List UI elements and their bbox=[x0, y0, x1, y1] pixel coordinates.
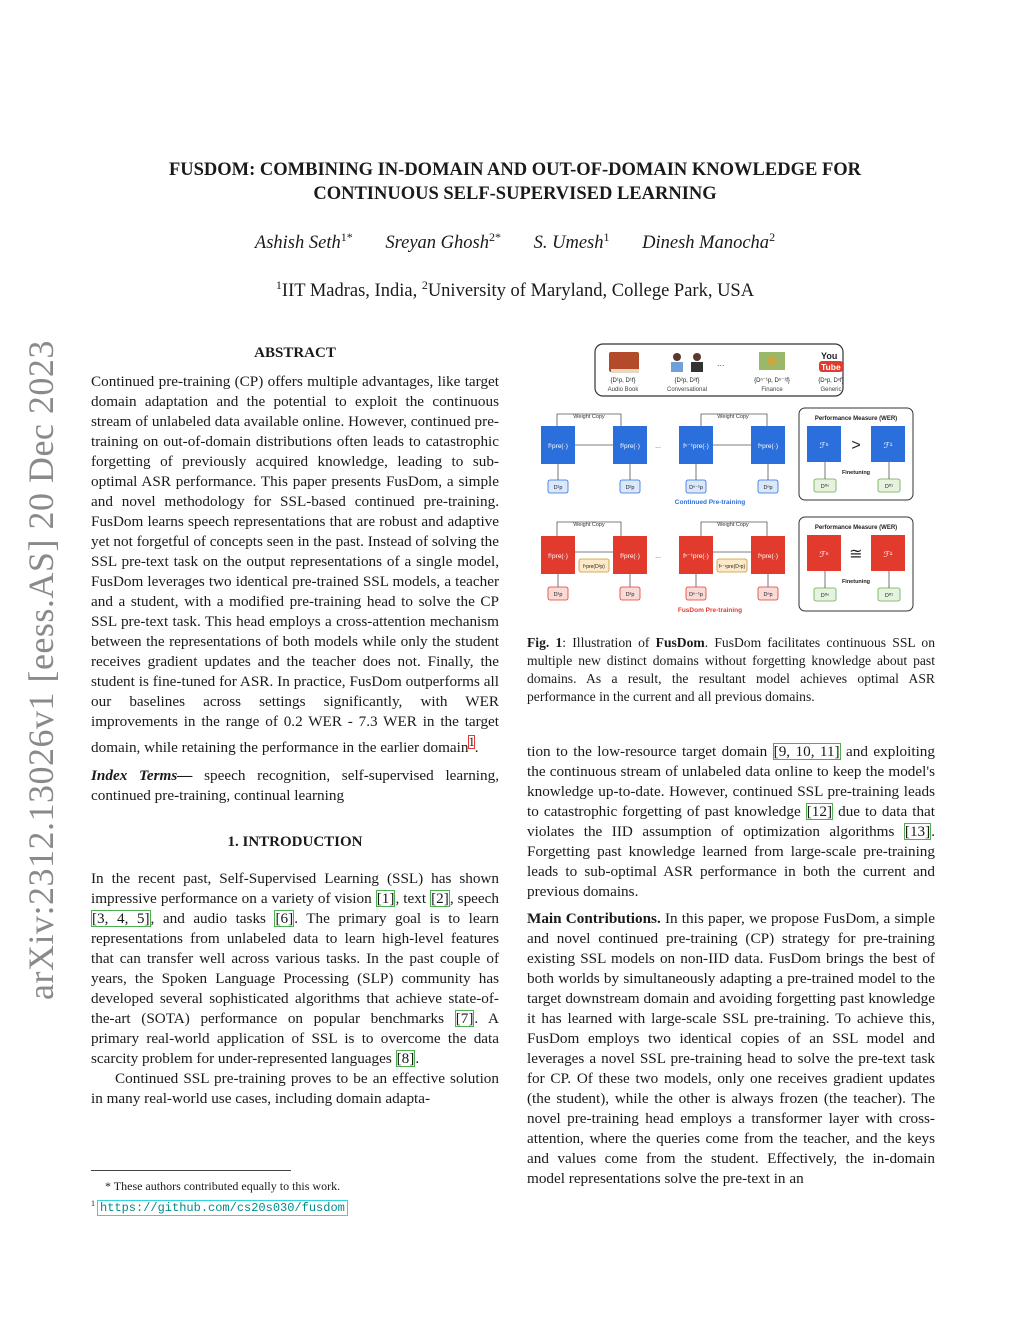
finance-icon bbox=[759, 352, 785, 370]
main-contributions: Main Contributions. In this paper, we propose FusDom, a simple and novel continued pre-training (CP) strategy for pre-training existing SSL models on non-IID data. FusDom brings the best of both worlds by simultaneously adapting a pre-trained model to the target downstream domain and avoiding forgetting past knowledge it has learned with large-scale SSL pre-training. To achieve this, FusDom employs two identical copies of an SSL model and leverages a novel SSL pre-training head to solve the pre-text task for CP. Of these two models, only one receives gradient updates (the student), while the other is always frozen (the teacher). The novel pre-training head employs a transformer layer with cross-attention, where the queries come from the teacher, and the keys and values come from the student. Effectively, the in-domain model representations solve the pre-text in an bbox=[527, 910, 935, 1187]
citation-link[interactable]: [6] bbox=[275, 910, 294, 928]
author: Dinesh Manocha$^2$ bbox=[642, 230, 776, 254]
svg-text:{Dⁿ⁻¹p, Dⁿ⁻¹f}: {Dⁿ⁻¹p, Dⁿ⁻¹f} bbox=[754, 378, 790, 384]
intro-paragraph-1: In the recent past, Self-Supervised Learning (SSL) has shown impressive performance on a variety of vision [1], text [2], speech [3, 4, 5], and audio tasks [6]. The primary goal is to learn representations from unlabeled data to learn high-level features that can transfer well across various tasks. In the past couple of years, the Spoken Language Processing (SLP) community has developed several sophisticated algorithms that achieve state-of-the-art (SOTA) performance on popular benchmarks [7]. A primary real-world application of SSL is to overcome the data scarcity problem for under-represented languages [8]. bbox=[91, 870, 499, 1068]
svg-text:Dⁿp: Dⁿp bbox=[763, 485, 773, 491]
svg-text:>: > bbox=[851, 437, 861, 454]
domain-ellipsis: ... bbox=[717, 358, 725, 368]
footnote-divider bbox=[91, 1170, 291, 1171]
svg-text:≅: ≅ bbox=[849, 546, 863, 563]
svg-text:...: ... bbox=[655, 443, 661, 450]
affiliations: $^1$IIT Madras, India, $^2$University of Maryland, College Park, USA bbox=[275, 278, 755, 302]
arxiv-stamp: arXiv:2312.13026v1 [eess.AS] 20 Dec 2023 bbox=[21, 340, 61, 1000]
svg-text:Weight Copy: Weight Copy bbox=[717, 414, 749, 420]
author-list bbox=[110, 230, 920, 254]
svg-text:Tube: Tube bbox=[821, 362, 841, 372]
paper-title bbox=[110, 158, 920, 206]
svg-text:Weight Copy: Weight Copy bbox=[573, 414, 605, 420]
svg-text:Dⁿ⁻¹p: Dⁿ⁻¹p bbox=[689, 485, 703, 491]
svg-text:Dᶠᵗ¹: Dᶠᵗ¹ bbox=[884, 484, 894, 490]
audiobook-icon bbox=[609, 352, 639, 373]
author: Ashish Seth$^{1*}$ bbox=[254, 230, 353, 254]
fusdom-label: FusDom Pre-training bbox=[677, 607, 743, 614]
svg-text:{D¹p, D¹f}: {D¹p, D¹f} bbox=[610, 378, 636, 384]
svg-text:Dᶠᵗⁿ: Dᶠᵗⁿ bbox=[820, 593, 830, 599]
svg-text:fⁿpre(·): fⁿpre(·) bbox=[757, 553, 779, 560]
svg-text:Dⁿp: Dⁿp bbox=[763, 592, 773, 598]
intro-paragraph-2: Continued SSL pre-training proves to be an effective solution in many real-world use cases, including domain adapta- bbox=[91, 1070, 499, 1108]
svg-text:f¹pre(D²p): f¹pre(D²p) bbox=[583, 564, 605, 570]
citation-link[interactable]: [3, 4, 5] bbox=[92, 910, 150, 928]
citation-link[interactable]: [12] bbox=[806, 803, 833, 820]
svg-text:f¹pre(·): f¹pre(·) bbox=[548, 553, 568, 560]
svg-text:D²p: D²p bbox=[625, 592, 635, 598]
author: Sreyan Ghosh$^{2*}$ bbox=[385, 230, 501, 254]
figure-1 bbox=[527, 342, 919, 620]
svg-text:Finetuning: Finetuning bbox=[841, 579, 871, 585]
svg-text:D¹p: D¹p bbox=[553, 592, 563, 598]
title-line-1: FUSDOM: COMBINING IN-DOMAIN AND OUT-OF-DOMAIN KNOWLEDGE FOR bbox=[168, 160, 862, 180]
svg-text:ℱⁿ: ℱⁿ bbox=[819, 550, 829, 559]
svg-text:fⁿ⁻¹pre(Dⁿp): fⁿ⁻¹pre(Dⁿp) bbox=[718, 564, 746, 570]
svg-text:...: ... bbox=[655, 553, 661, 560]
citation-link[interactable]: [1] bbox=[376, 890, 395, 908]
github-link[interactable]: https://github.com/cs20s030/fusdom bbox=[100, 1201, 345, 1215]
citation-link[interactable]: [13] bbox=[904, 823, 931, 840]
author: S. Umesh$^1$ bbox=[533, 230, 610, 254]
intro-heading: 1. INTRODUCTION bbox=[227, 834, 363, 851]
svg-text:fⁿ⁻¹pre(·): fⁿ⁻¹pre(·) bbox=[683, 553, 709, 560]
svg-text:D²p: D²p bbox=[625, 485, 635, 491]
svg-text:{Dⁿp, Dⁿf}: {Dⁿp, Dⁿf} bbox=[818, 378, 844, 384]
svg-text:Performance Measure (WER): Performance Measure (WER) bbox=[814, 416, 898, 422]
svg-text:Audio Book: Audio Book bbox=[607, 387, 639, 393]
svg-text:Finance: Finance bbox=[761, 387, 783, 393]
right-column bbox=[527, 634, 935, 1189]
title-line-2: CONTINUOUS SELF-SUPERVISED LEARNING bbox=[313, 184, 717, 204]
svg-text:f¹pre(·): f¹pre(·) bbox=[548, 443, 568, 450]
svg-text:fⁿ⁻¹pre(·): fⁿ⁻¹pre(·) bbox=[683, 443, 709, 450]
svg-text:Conversational: Conversational bbox=[666, 387, 708, 393]
abstract-heading: ABSTRACT bbox=[254, 345, 336, 361]
figure-caption: Fig. 1: Illustration of FusDom. FusDom facilitates continuous SSL on multiple new distinct domains without forgetting knowledge about past domains. As a result, the resultant model achieves optimal ASR performance in the current and all previous domains. bbox=[527, 635, 935, 704]
citation-link[interactable]: [8] bbox=[396, 1050, 415, 1068]
footnote-link[interactable]: 1 bbox=[468, 735, 475, 749]
right-paragraph-1: tion to the low-resource target domain [9, 10, 11] and exploiting the continuous stream of unlabeled data online to keep the model's knowledge up-to-date. However, continued SSL pre-training leads to catastrophic forgetting of past knowledge [12] due to data that violates the IID assumption of optimization algorithms [13]. Forgetting past knowledge learned from large-scale pre-training leads to sub-optimal ASR performance in both the current and previous domains. bbox=[527, 743, 935, 900]
svg-text:ℱ¹: ℱ¹ bbox=[883, 550, 893, 559]
footnote-url: $^1$ https://github.com/cs20s030/fusdom bbox=[91, 1199, 345, 1215]
left-column bbox=[91, 345, 499, 1109]
svg-text:Weight Copy: Weight Copy bbox=[573, 522, 605, 528]
svg-text:fⁿpre(·): fⁿpre(·) bbox=[757, 443, 779, 450]
footnote-equal-contribution: * These authors contributed equally to this work. bbox=[105, 1179, 341, 1193]
svg-text:f²pre(·): f²pre(·) bbox=[620, 443, 640, 450]
svg-text:ℱⁿ: ℱⁿ bbox=[819, 441, 829, 450]
svg-text:You: You bbox=[821, 351, 838, 361]
footnotes bbox=[91, 1178, 499, 1216]
svg-text:Dᶠᵗⁿ: Dᶠᵗⁿ bbox=[820, 484, 830, 490]
svg-text:D¹p: D¹p bbox=[553, 485, 563, 491]
citation-link[interactable]: [7] bbox=[455, 1010, 474, 1028]
svg-text:Dᶠᵗ¹: Dᶠᵗ¹ bbox=[884, 593, 894, 599]
svg-text:Dⁿ⁻¹p: Dⁿ⁻¹p bbox=[689, 592, 703, 598]
svg-text:ℱ¹: ℱ¹ bbox=[883, 441, 893, 450]
abstract-text: Continued pre-training (CP) offers multiple advantages, like target domain adaptation and the potential to exploit the continuous stream of unlabeled data available online. However, continued pre-training on out-of-domain distributions often leads to catastrophic forgetting of previously acquired knowledge, leading to sub-optimal ASR performance. This paper presents FusDom, a simple and novel methodology for SSL-based continued pre-training. FusDom learns speech representations that are robust and adaptive yet not forgetful of concepts seen in the past. Instead of solving the SSL pre-text task on the output representations of a single model, FusDom leverages two identical pre-trained SSL models, a teacher and a student, with a modified pre-training head to solve the CP SSL pre-text task. This head employs a cross-attention mechanism between the representations of both models while only the student receives gradient updates and the teacher does not. Finally, the student is fine-tuned for ASR. In practice, FusDom outperforms all our baselines across settings significantly, with WER improvements in the range of 0.2 WER - 7.3 WER in the target domain, while retaining the performance in the earlier domain$^1$. bbox=[91, 373, 499, 757]
index-terms: Index Terms— speech recognition, self-supervised learning, continued pre-training, continual learning bbox=[91, 767, 499, 805]
svg-text:Generic: Generic bbox=[820, 387, 842, 393]
citation-link[interactable]: [9, 10, 11] bbox=[773, 743, 840, 760]
svg-text:Performance Measure (WER): Performance Measure (WER) bbox=[814, 525, 898, 531]
citation-link[interactable]: [2] bbox=[431, 890, 449, 908]
svg-text:Finetuning: Finetuning bbox=[841, 470, 871, 476]
svg-text:{D²p, D²f}: {D²p, D²f} bbox=[674, 378, 700, 384]
svg-text:Weight Copy: Weight Copy bbox=[717, 522, 749, 528]
cp-label: Continued Pre-training bbox=[674, 499, 746, 506]
svg-text:f²pre(·): f²pre(·) bbox=[620, 553, 640, 560]
